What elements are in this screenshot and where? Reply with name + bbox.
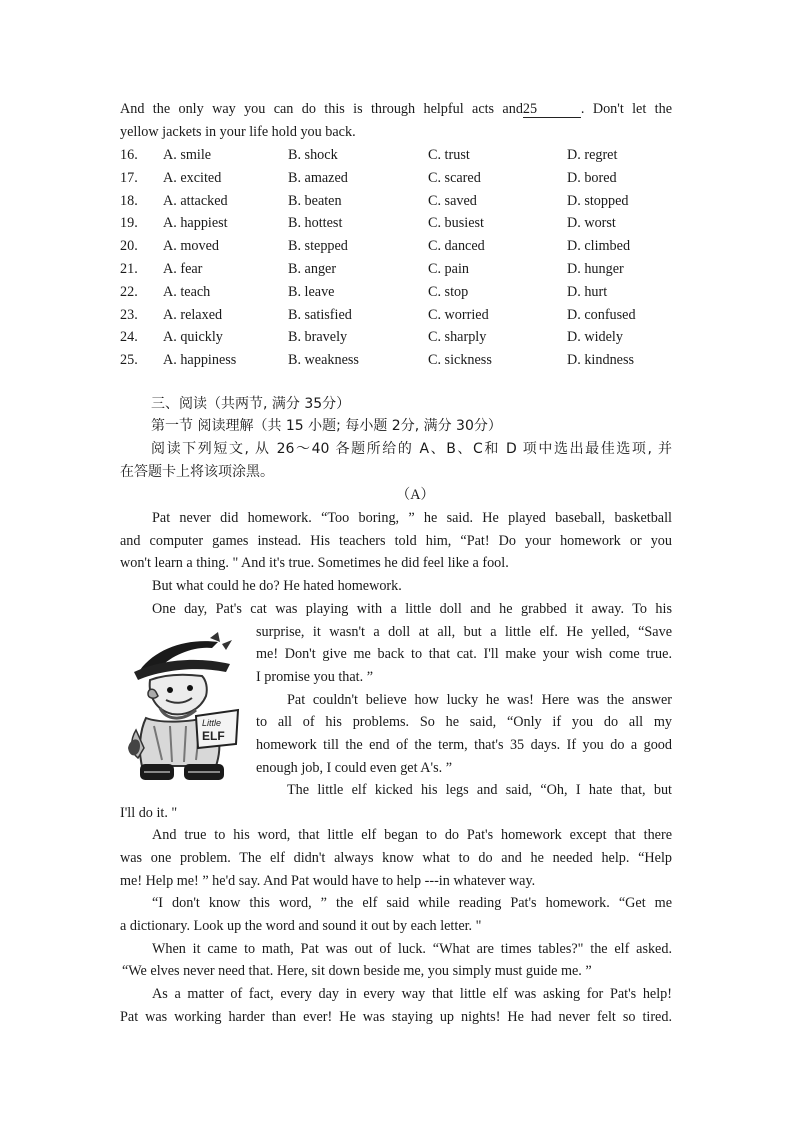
option-b: B. beaten: [288, 192, 342, 209]
intro-text: And the only way you can do this is through helpful acts and: [120, 101, 523, 117]
option-c: C. worried: [428, 306, 489, 323]
option-d: D. climbed: [567, 238, 631, 255]
passage-line: One day, Pat's cat was playing with a little doll and he grabbed it away. To his: [152, 601, 672, 617]
passage-line: surprise, it wasn't a doll at all, but a little elf. He yelled, “Save: [256, 624, 672, 640]
option-c: C. scared: [428, 169, 481, 186]
section-title: 三、阅读（共两节, 满分 35分）: [151, 396, 351, 412]
passage-line: me! Don't give me back to that cat. I'll make your wish come true.: [256, 646, 672, 662]
option-c: C. saved: [428, 192, 477, 209]
passage-line: and computer games instead. His teachers told him, “Pat! Do your homework or you: [120, 533, 672, 549]
passage-line: Pat never did homework. “Too boring, ” he said. He played baseball, basketball: [152, 510, 672, 526]
question-number: 25.: [120, 352, 138, 369]
option-c: C. pain: [428, 261, 469, 277]
option-a: A. fear: [163, 261, 203, 277]
elf-illustration-icon: [126, 630, 244, 788]
passage-line: As a matter of fact, every day in every way that little elf was asking for Pat's help!: [152, 986, 672, 1002]
option-c: C. stop: [428, 283, 469, 300]
option-c: C. sharply: [428, 329, 487, 346]
passage-line: won't learn a thing. " And it's true. Sometimes he did feel like a fool.: [120, 555, 509, 571]
option-b: B. anger: [288, 261, 337, 277]
question-number: 21.: [120, 261, 138, 277]
option-b: B. stepped: [288, 238, 348, 255]
question-number: 17.: [120, 169, 138, 186]
intro-line-1: [120, 99, 672, 119]
passage-line: me! Help me! ” he'd say. And Pat would have to help ---in whatever way.: [120, 873, 536, 889]
passage-line: “I don't know this word, ” the elf said while reading Pat's homework. “Get me: [152, 895, 672, 911]
option-d: D. bored: [567, 169, 617, 186]
passage-label: （A）: [396, 487, 435, 503]
passage-line: Pat couldn't believe how lucky he was! Here was the answer: [287, 692, 672, 708]
option-b: B. hottest: [288, 215, 343, 232]
answer-blank: 25: [523, 101, 581, 118]
option-b: B. weakness: [288, 352, 359, 369]
passage-line: homework till the end of the term, that's 35 days. If you do a good: [256, 737, 672, 753]
question-number: 23.: [120, 306, 138, 323]
option-c: C. sickness: [428, 352, 492, 369]
option-d: D. confused: [567, 306, 636, 323]
option-b: B. satisfied: [288, 306, 352, 323]
option-d: D. widely: [567, 329, 623, 346]
intro-text-post: . Don't let the: [580, 101, 672, 117]
passage-line: But what could he do? He hated homework.: [152, 578, 402, 594]
option-a: A. excited: [163, 169, 222, 186]
passage-line: was one problem. The elf didn't always know what to do and he needed help. “Help: [120, 850, 672, 866]
passage-line: “We elves never need that. Here, sit down beside me, you simply must guide me. ”: [122, 963, 592, 979]
option-c: C. trust: [428, 147, 470, 163]
passage-line: The little elf kicked his legs and said, “Oh, I hate that, but: [287, 782, 672, 798]
option-c: C. busiest: [428, 215, 484, 232]
option-a: A. relaxed: [163, 306, 223, 323]
option-a: A. attacked: [163, 192, 228, 209]
question-number: 19.: [120, 215, 138, 232]
option-a: A. happiness: [163, 352, 237, 369]
passage-line: a dictionary. Look up the word and sound it out by each letter. ": [120, 918, 482, 934]
option-a: A. teach: [163, 283, 211, 300]
passage-line: Pat was working harder than ever! He was staying up nights! He had never felt so tired.: [120, 1009, 672, 1025]
option-c: C. danced: [428, 238, 485, 255]
option-a: A. moved: [163, 238, 219, 255]
option-a: A. quickly: [163, 329, 223, 346]
option-d: D. worst: [567, 215, 616, 232]
question-number: 22.: [120, 283, 138, 300]
option-d: D. regret: [567, 147, 618, 163]
passage-line: I promise you that. ”: [256, 669, 374, 685]
option-d: D. stopped: [567, 192, 629, 209]
passage-line: When it came to math, Pat was out of luck. “What are times tables?" the elf asked.: [152, 941, 672, 957]
option-b: B. amazed: [288, 169, 348, 186]
instruction-line-1: 阅读下列短文, 从 26～40 各题所给的 A、B、C和 D 项中选出最佳选项, 并: [151, 441, 672, 457]
question-number: 20.: [120, 238, 138, 255]
option-b: B. shock: [288, 147, 338, 163]
question-number: 24.: [120, 329, 138, 346]
option-b: B. leave: [288, 283, 335, 300]
option-a: A. happiest: [163, 215, 228, 232]
question-number: 16.: [120, 147, 138, 163]
passage-line: And true to his word, that little elf began to do Pat's homework except that there: [152, 827, 672, 843]
instruction-line-2: 在答题卡上将该项涂黑。: [120, 464, 274, 480]
part-title: 第一节 阅读理解（共 15 小题; 每小题 2分, 满分 30分）: [151, 418, 502, 434]
option-d: D. kindness: [567, 352, 634, 369]
elf-label-line-2: ELF: [202, 729, 225, 743]
option-d: D. hunger: [567, 261, 624, 277]
passage-line: to all of his problems. So he said, “Only if you do all my: [256, 714, 672, 730]
intro-line-2: yellow jackets in your life hold you back.: [120, 124, 356, 140]
passage-line: enough job, I could even get A's. ”: [256, 760, 453, 776]
elf-label-line-1: Little: [202, 718, 222, 728]
passage-line: I'll do it. ": [120, 805, 178, 821]
option-b: B. bravely: [288, 329, 348, 346]
option-d: D. hurt: [567, 283, 608, 300]
option-a: A. smile: [163, 147, 212, 163]
question-number: 18.: [120, 192, 138, 209]
